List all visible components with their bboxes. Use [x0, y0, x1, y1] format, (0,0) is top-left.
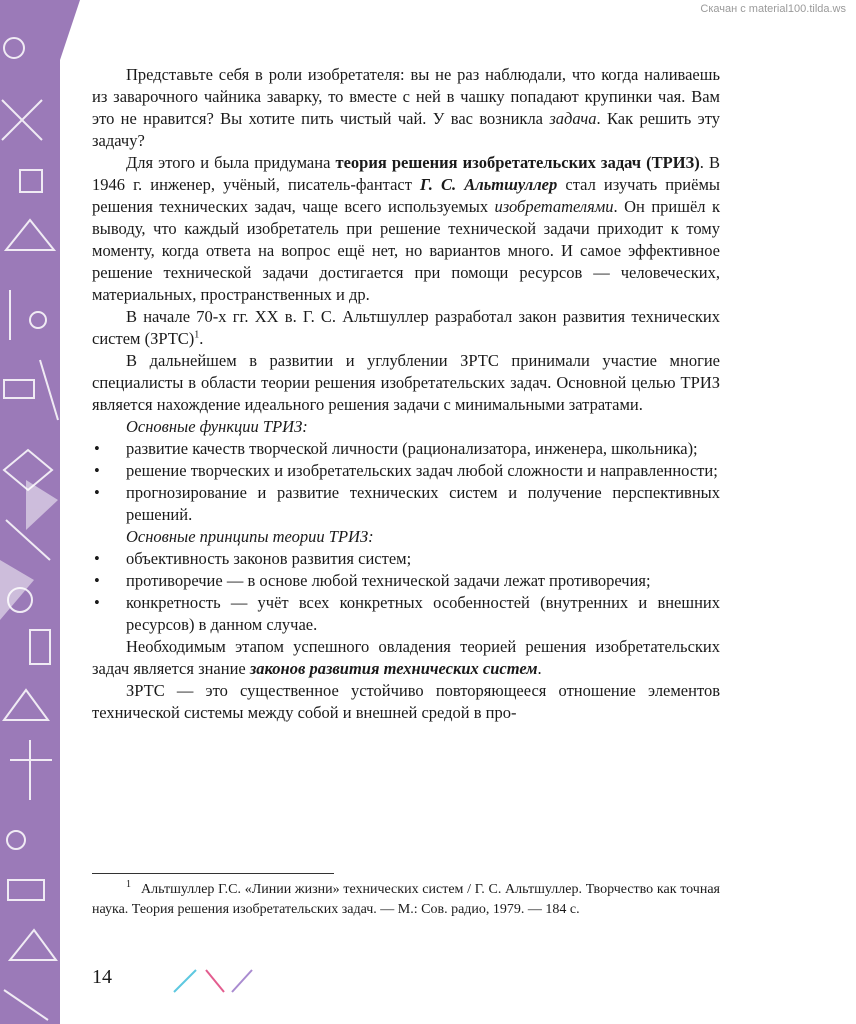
list-item: • прогнозирование и развитие технических систем и получение перспективных решений.	[94, 483, 720, 524]
bullet-icon: •	[94, 571, 100, 590]
paragraph-triz-definition: Для этого и была придумана теория решения изобретательских задач (ТРИЗ). В 1946 г. инженер, учёный, писатель-фантаст Г. С. Альтшуллер стал изучать приёмы решения технических задач, чаще всего используемых изобретателями. Он пришёл к выводу, что каждый изобретатель при решение технической задачи приходит к тому моменту, когда ответа на вопрос ещё нет, но вариантов много. И самое эффективное решение технической задачи достигается при помощи ресурсов — человеческих, материальных, пространственных и др.	[92, 153, 721, 304]
list-item: • объективность законов развития систем;	[94, 549, 412, 568]
page-number: 14	[92, 966, 112, 988]
bullet-icon: •	[94, 549, 100, 568]
decorative-side-band	[0, 0, 60, 1024]
bullet-icon: •	[94, 593, 100, 612]
paragraph-laws: Необходимым этапом успешного овладения теорией решения изобретательских задач является знание законов развития технических систем.	[92, 637, 720, 678]
page-stroke-decoration	[172, 968, 262, 994]
footnote-divider	[92, 873, 334, 874]
functions-list	[92, 438, 720, 526]
list-item: • развитие качеств творческой личности (рационализатора, инженера, школьника);	[94, 439, 698, 458]
bullet-icon: •	[94, 439, 100, 458]
principles-heading: Основные принципы теории ТРИЗ:	[126, 527, 374, 546]
page-body	[92, 64, 720, 724]
paragraph-intro: Представьте себя в роли изобретателя: вы не раз наблюдали, что когда наливаешь из заварочного чайника заварку, то вместе с ней в чашку попадают крупинки чая. Вам это не нравится? Вы хотите пить чистый чай. У вас возникла задача. Как решить эту задачу?	[92, 65, 720, 150]
principles-list	[92, 548, 720, 636]
decorative-corner-triangle	[0, 0, 80, 60]
paragraph-zrts-origin: В начале 70-х гг. XX в. Г. С. Альтшуллер разработал закон развития технических систем (ЗРТС)$^1$.	[92, 307, 720, 348]
paragraph-zrts-definition: ЗРТС — это существенное устойчиво повторяющееся отношение элементов технической системы между собой и внешней средой в про-	[92, 681, 720, 722]
bullet-icon: •	[94, 483, 100, 502]
list-item: • конкретность — учёт всех конкретных особенностей (внутренних и внешних ресурсов) в данном случае.	[94, 593, 720, 634]
list-item: • решение творческих и изобретательских задач любой сложности и направленности;	[94, 461, 718, 480]
footnote-text: Альтшуллер Г.С. «Линии жизни» технических систем / Г. С. Альтшуллер. Творчество как точная наука. Теория решения изобретательских задач. — М.: Сов. радио, 1979. — 184 с.	[92, 882, 720, 917]
paragraph-zrts-development: В дальнейшем в развитии и углублении ЗРТС принимали участие многие специалисты в области теории решения изобретательских задач. Основной целью ТРИЗ является нахождение идеального решения задачи с минимальными затратами.	[92, 351, 720, 414]
list-item: • противоречие — в основе любой технической задачи лежат противоречия;	[94, 571, 651, 590]
functions-heading: Основные функции ТРИЗ:	[126, 417, 308, 436]
footnote-mark: 1	[126, 879, 131, 891]
footnote	[92, 880, 720, 920]
download-watermark: Скачан с material100.tilda.ws	[700, 3, 846, 15]
bullet-icon: •	[94, 461, 100, 480]
